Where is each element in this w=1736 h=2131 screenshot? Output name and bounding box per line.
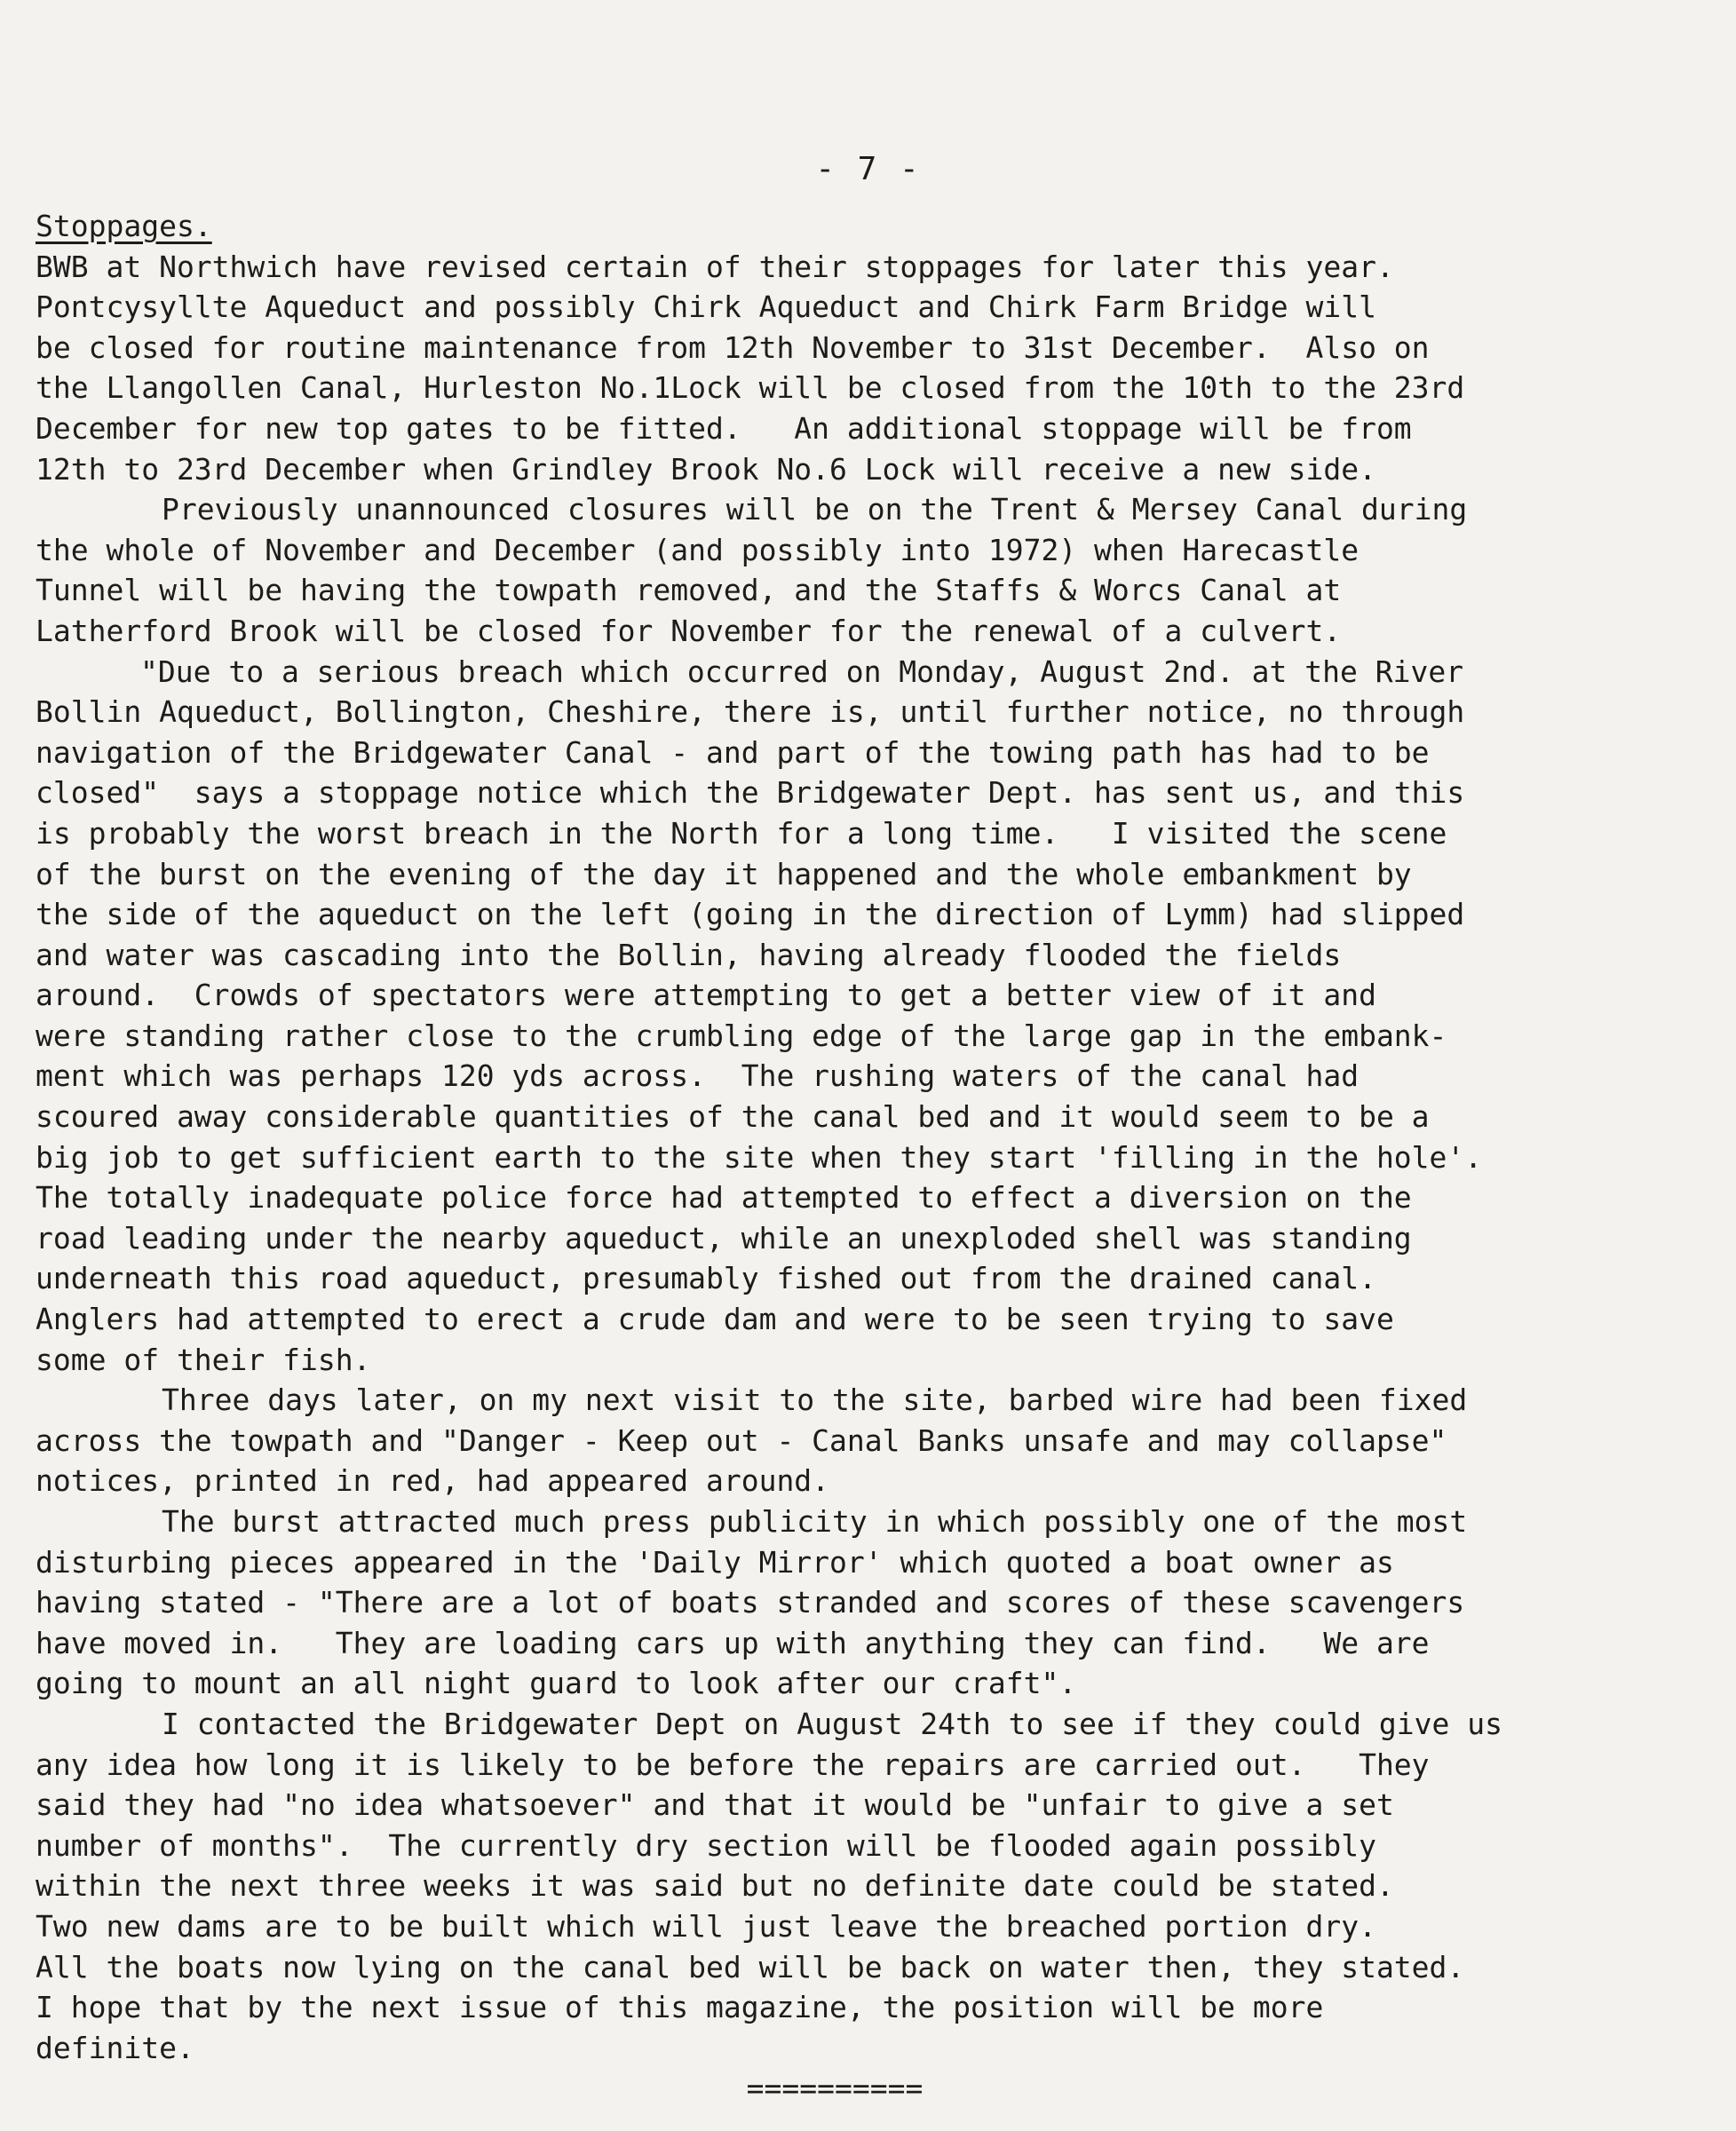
text-line: the side of the aqueduct on the left (going in the direction of Lymm) had slipped [36,897,1465,932]
text-line: definite. [36,2030,194,2065]
text-line: disturbing pieces appeared in the 'Daily Mirror' which quoted a boat owner as [36,1544,1394,1580]
text-line: BWB at Northwich have revised certain of their stoppages for later this year. [36,249,1394,284]
section-separator: ========== [746,2071,923,2106]
text-line: Previously unannounced closures will be on the Trent & Mersey Canal during [162,492,1468,527]
text-line: 12th to 23rd December when Grindley Brook No.6 Lock will receive a new side. [36,451,1376,487]
text-line: of the burst on the evening of the day it happened and the whole embankment by [36,856,1412,891]
text-line: across the towpath and "Danger - Keep out - Canal Banks unsafe and may collapse" [36,1422,1447,1458]
text-line: big job to get sufficient earth to the site when they start 'filling in the hole'. [36,1139,1483,1175]
text-line: scoured away considerable quantities of the canal bed and it would seem to be a [36,1099,1430,1135]
text-line: Two new dams are to be built which will just leave the breached portion dry. [36,1908,1376,1944]
text-line: closed" says a stoppage notice which the Bridgewater Dept. has sent us, and this [36,775,1465,811]
text-line: any idea how long it is likely to be before the repairs are carried out. They [36,1747,1430,1782]
text-line: the whole of November and December (and possibly into 1972) when Harecastle [36,532,1359,567]
text-line: I contacted the Bridgewater Dept on August 24th to see if they could give us [162,1706,1502,1741]
text-line: road leading under the nearby aqueduct, while an unexploded shell was standing [36,1220,1412,1256]
text-line: the Llangollen Canal, Hurleston No.1Lock will be closed from the 10th to the 23rd [36,370,1465,406]
text-line: ment which was perhaps 120 yds across. The rushing waters of the canal had [36,1058,1359,1094]
text-line: be closed for routine maintenance from 12th November to 31st December. Also on [36,329,1430,365]
text-line: notices, printed in red, had appeared around. [36,1463,830,1499]
text-line: "Due to a serious breach which occurred on Monday, August 2nd. at the River [140,654,1464,689]
text-line: number of months". The currently dry section will be flooded again possibly [36,1827,1376,1863]
page-number: - 7 - [815,151,921,187]
text-line: Bollin Aqueduct, Bollington, Cheshire, there is, until further notice, no through [36,694,1465,730]
text-line: Pontcysyllte Aqueduct and possibly Chirk Aqueduct and Chirk Farm Bridge will [36,289,1376,325]
text-line: underneath this road aqueduct, presumably fished out from the drained canal. [36,1261,1376,1296]
text-line: were standing rather close to the crumbling edge of the large gap in the embank- [36,1018,1447,1053]
text-line: Tunnel will be having the towpath removed, and the Staffs & Worcs Canal at [36,573,1342,608]
section-heading: Stoppages. [36,209,212,243]
text-line: have moved in. They are loading cars up with anything they can find. We are [36,1625,1430,1660]
article-body [36,206,1723,2109]
text-line: around. Crowds of spectators were attempting to get a better view of it and [36,978,1376,1013]
text-line: within the next three weeks it was said but no definite date could be stated. [36,1868,1394,1904]
text-line: The burst attracted much press publicity in which possibly one of the most [162,1504,1468,1539]
text-line: The totally inadequate police force had attempted to effect a diversion on the [36,1180,1412,1216]
text-line: Anglers had attempted to erect a crude dam and were to be seen trying to save [36,1302,1394,1337]
text-line: Three days later, on my next visit to the site, barbed wire had been fixed [162,1382,1468,1418]
text-line: Latherford Brook will be closed for November for the renewal of a culvert. [36,613,1342,648]
text-line: I hope that by the next issue of this magazine, the position will be more [36,1990,1324,2025]
text-line: having stated - "There are a lot of boats stranded and scores of these scavengers [36,1585,1465,1620]
text-line: some of their fish. [36,1342,371,1377]
text-line: and water was cascading into the Bollin, having already flooded the fields [36,937,1342,972]
text-line: December for new top gates to be fitted. An additional stoppage will be from [36,410,1412,446]
text-line: going to mount an all night guard to look after our craft". [36,1666,1077,1701]
text-line: All the boats now lying on the canal bed will be back on water then, they stated. [36,1949,1465,1984]
text-line: is probably the worst breach in the North for a long time. I visited the scene [36,815,1447,851]
text-line: said they had "no idea whatsoever" and that it would be "unfair to give a set [36,1787,1394,1823]
text-line: navigation of the Bridgewater Canal - and part of the towing path has had to be [36,734,1430,770]
